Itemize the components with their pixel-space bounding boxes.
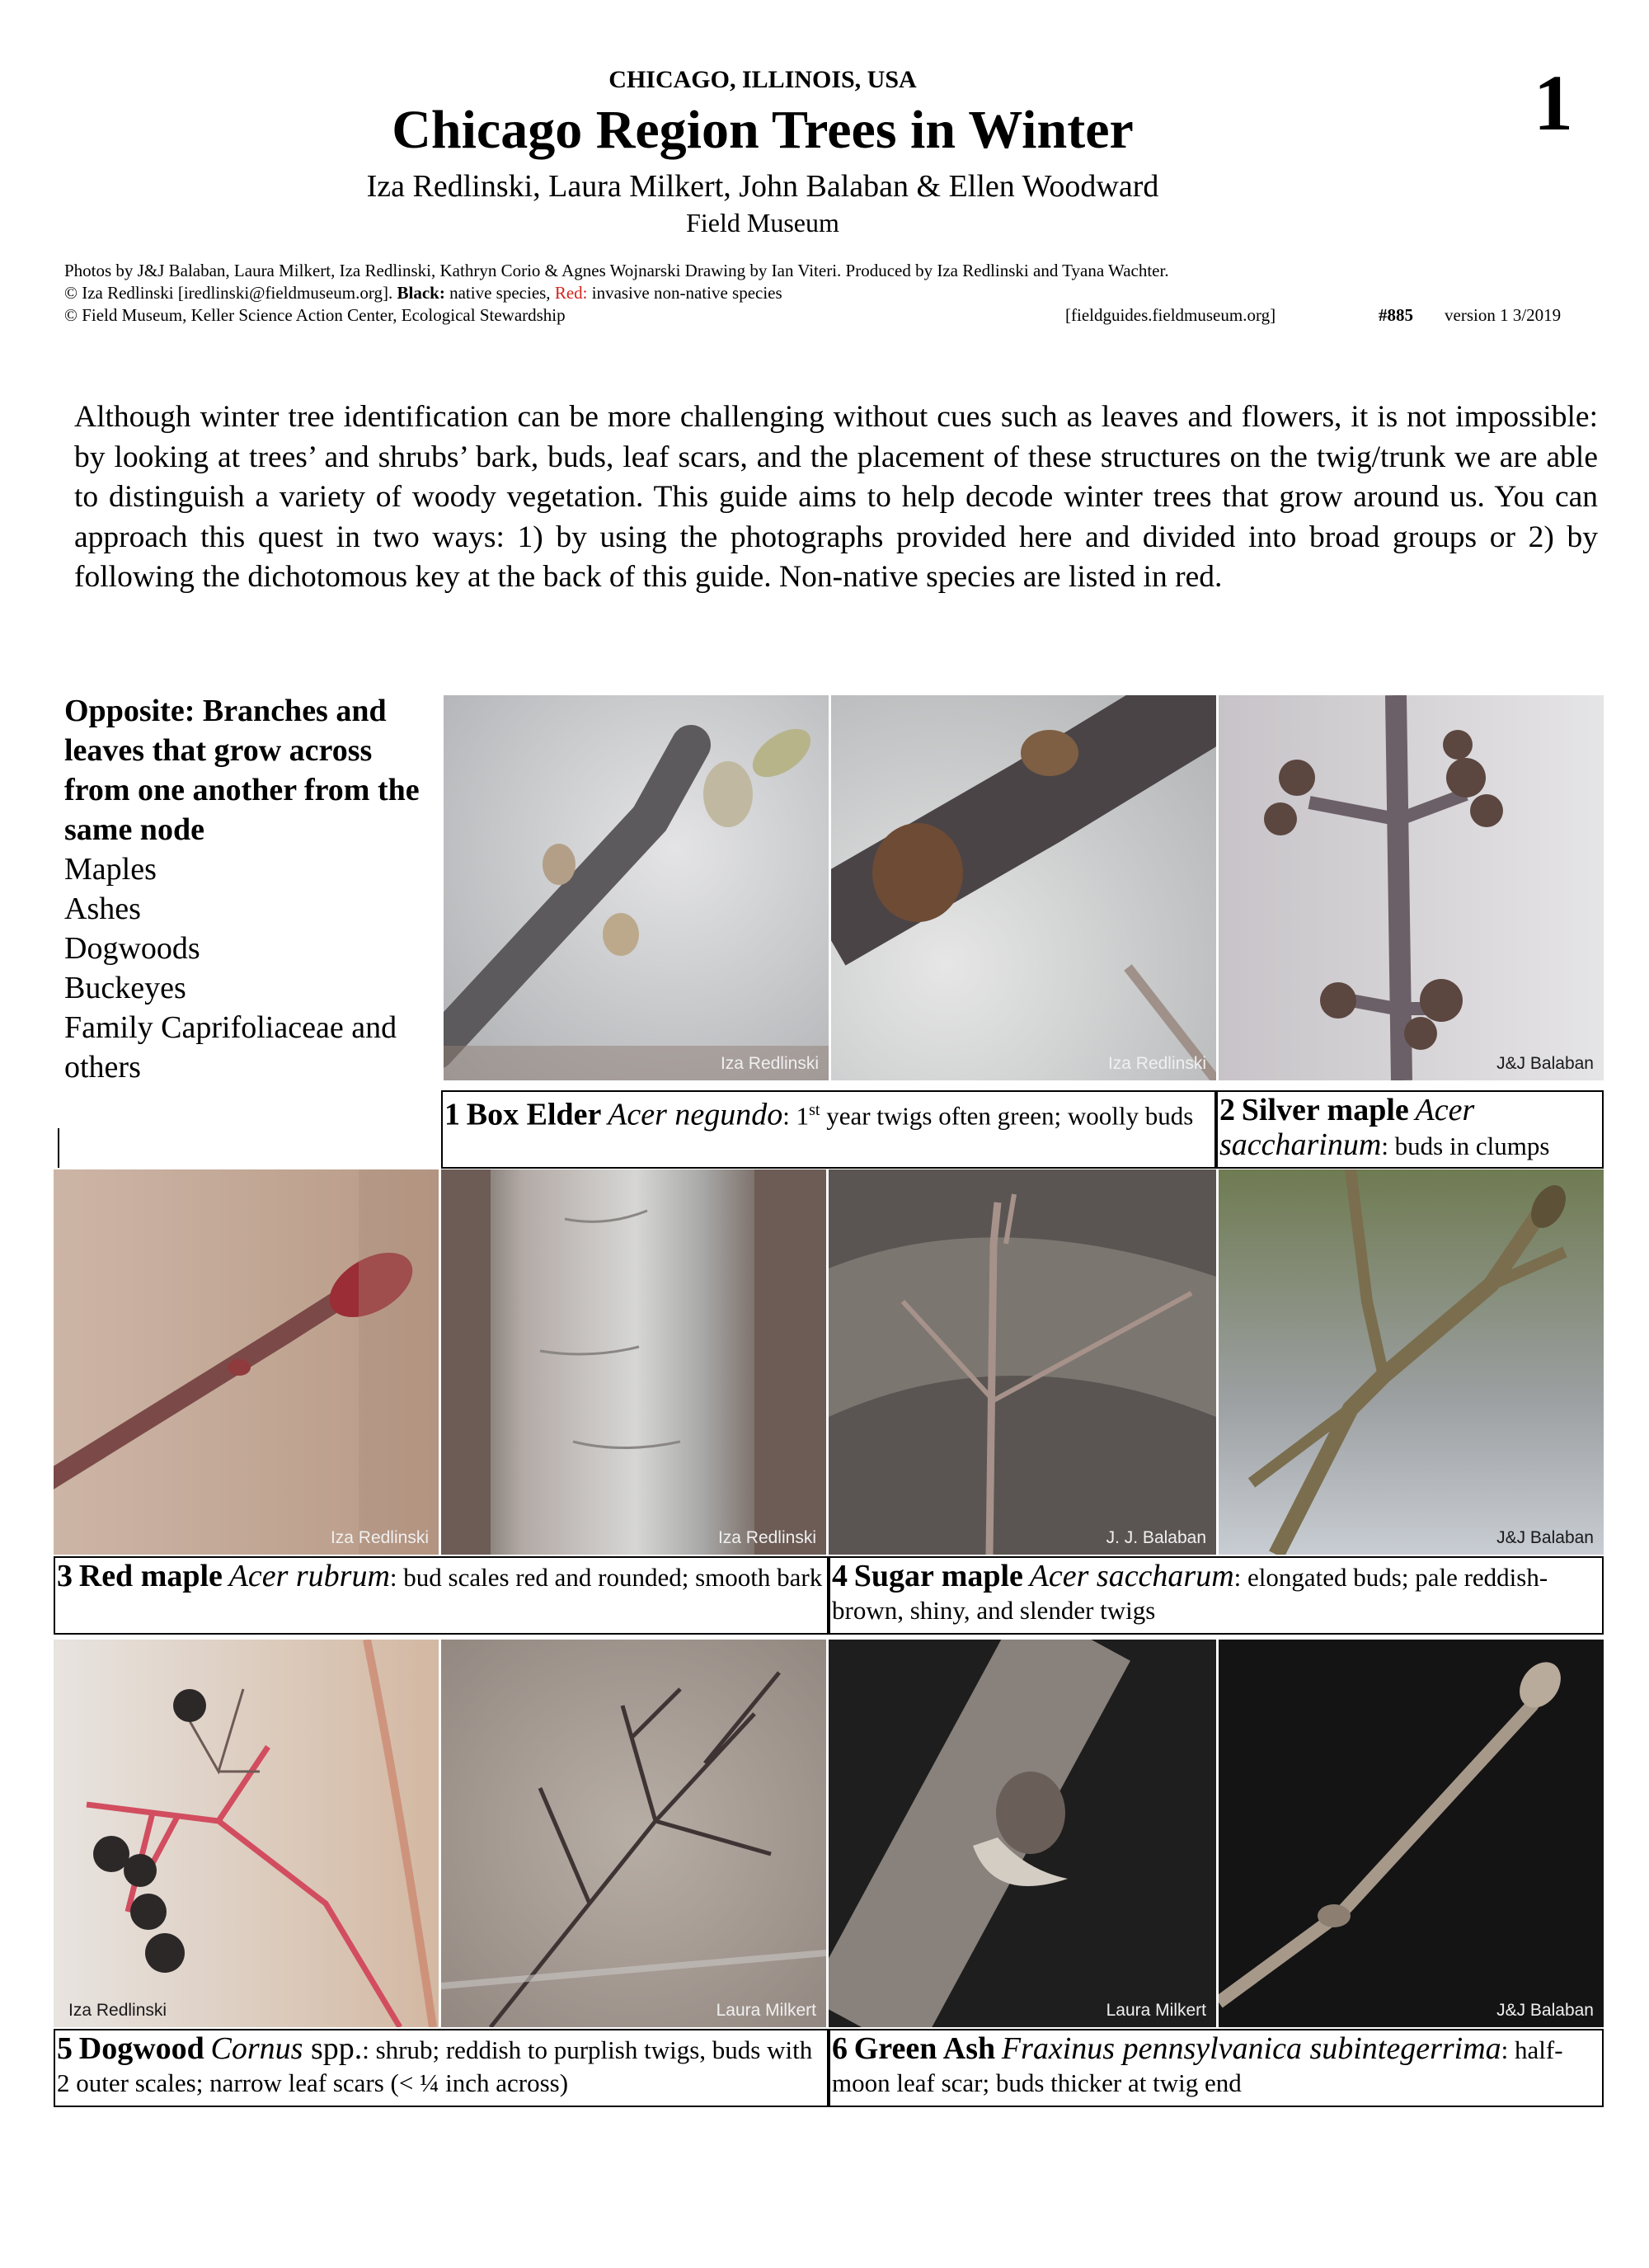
intro-paragraph: Although winter tree identification can be more challenging without cues such as leaves and flowers, it is not impossible: by looking at trees’ and shrubs’ bark, buds, leaf scars, and the placement of these structures on the twig/trunk we are able to distinguish a variety of woody vegetation. This guide aims to help decode winter trees that grow around us. You can approach this quest in two ways: 1) by using the photographs provided here and divided into broad groups or 2) by following the dichotomous key at the back of this guide. Non-native species are listed in red. — [74, 400, 1598, 594]
photo-sugar-maple-twig — [829, 1169, 1216, 1555]
guide-id: #885 — [1379, 305, 1413, 325]
photo-credits-line: Photos by J&J Balaban, Laura Milkert, Iza Redlinski, Kathryn Corio & Agnes Wojnarski Drawing by Ian Viteri. Produced by Iza Redlinski and Tyana Wachter. — [64, 261, 1169, 280]
legend-black-label: Black: — [397, 283, 445, 303]
species-caption-3 — [54, 1556, 829, 1635]
species-number: 1 — [444, 1097, 460, 1132]
species-scientific-name: Fraxinus pennsylvanica subintegerrima — [1001, 2031, 1501, 2066]
group-member: Dogwoods — [64, 931, 200, 966]
photo-credit: J&J Balaban — [1496, 1528, 1594, 1547]
legend-red-label: Red: — [554, 283, 588, 303]
ordinal-suffix: st — [809, 1101, 820, 1119]
photo-dogwood-twigs — [54, 1640, 439, 2027]
species-number: 4 — [832, 1559, 848, 1593]
photo-box-elder-leaf-scar — [831, 695, 1216, 1080]
group-member: Ashes — [64, 892, 141, 926]
species-scientific-name: Acer rubrum — [228, 1559, 390, 1593]
species-number: 6 — [832, 2031, 848, 2066]
photo-credit: J&J Balaban — [1496, 1054, 1594, 1073]
species-description: : 1 — [782, 1101, 810, 1131]
page-number: 1 — [1534, 59, 1573, 147]
species-common-name: Silver maple — [1241, 1093, 1409, 1127]
photo-dogwood-shrub — [441, 1640, 826, 2027]
photo-red-maple-bark — [441, 1169, 826, 1555]
species-common-name: Dogwood — [78, 2031, 204, 2066]
species-caption-4 — [829, 1556, 1604, 1635]
species-description: : elongated buds; pale reddish-brown, shiny, and slender twigs — [832, 1563, 1548, 1625]
species-description: : bud scales red and rounded; smooth bark — [389, 1563, 823, 1592]
location-label: CHICAGO, ILLINOIS, USA — [608, 66, 917, 93]
group-member: Maples — [64, 852, 157, 887]
species-common-name: Sugar maple — [853, 1559, 1023, 1593]
species-common-name: Red maple — [78, 1559, 223, 1593]
photo-credit: Iza Redlinski — [330, 1528, 429, 1547]
photo-credit: Iza Redlinski — [720, 1054, 819, 1073]
photo-credit: Iza Redlinski — [68, 2001, 167, 2020]
group-description — [64, 691, 444, 1087]
species-description: : half-moon leaf scar; buds thicker at twig end — [832, 2035, 1563, 2097]
photo-green-ash-twig — [1219, 1640, 1604, 2027]
site-url: [fieldguides.fieldmuseum.org] — [1065, 305, 1276, 325]
species-description: : buds in clumps — [1381, 1132, 1550, 1160]
photo-credit: Laura Milkert — [1106, 2001, 1206, 2020]
species-description: : shrub; reddish to purplish twigs, buds with 2 outer scales; narrow leaf scars (< ¼ inch across) — [57, 2035, 813, 2097]
group-heading: Opposite: Branches and leaves that grow across from one another from the same node — [64, 694, 420, 847]
photo-credit: Iza Redlinski — [1107, 1054, 1206, 1073]
photo-box-elder-buds — [444, 695, 829, 1080]
photo-credit: Iza Redlinski — [717, 1528, 816, 1547]
photo-silver-maple-buds — [1219, 695, 1604, 1080]
authors: Iza Redlinski, Laura Milkert, John Balaban & Ellen Woodward — [366, 169, 1159, 204]
species-scientific-name: Acer saccharinum — [1219, 1093, 1475, 1162]
photo-green-ash-leaf-scar — [829, 1640, 1216, 2027]
group-member: Buckeyes — [64, 971, 186, 1005]
version-label: version 1 3/2019 — [1445, 305, 1562, 325]
photo-credit: J&J Balaban — [1496, 2001, 1594, 2020]
species-caption-1 — [441, 1090, 1216, 1169]
copyright-legend-line — [64, 282, 782, 304]
species-suffix: spp. — [303, 2031, 363, 2066]
legend-red-text: invasive non-native species — [587, 283, 782, 303]
photo-red-maple-bud — [54, 1169, 439, 1555]
group-member: Family Caprifoliaceae and others — [64, 1010, 397, 1085]
species-caption-5 — [54, 2029, 829, 2107]
species-caption-2 — [1216, 1090, 1604, 1169]
legend-black-text: native species, — [444, 283, 555, 303]
species-common-name: Green Ash — [853, 2031, 996, 2066]
page-title: Chicago Region Trees in Winter — [392, 100, 1134, 160]
species-scientific-name: Acer saccharum — [1029, 1559, 1234, 1593]
species-caption-6 — [829, 2029, 1604, 2107]
species-scientific-name: Acer negundo — [608, 1097, 783, 1132]
institution: Field Museum — [686, 208, 839, 238]
species-number: 5 — [57, 2031, 73, 2066]
copyright-author: © Iza Redlinski [iredlinski@fieldmuseum.org]. — [64, 283, 397, 303]
species-number: 3 — [57, 1559, 73, 1593]
divider-line — [58, 1128, 59, 1168]
copyright-museum-line: © Field Museum, Keller Science Action Center, Ecological Stewardship — [64, 305, 566, 325]
photo-credit: J. J. Balaban — [1106, 1528, 1206, 1547]
photo-sugar-maple-branches — [1219, 1169, 1604, 1555]
photo-credit: Laura Milkert — [716, 2001, 816, 2020]
species-description: year twigs often green; woolly buds — [820, 1101, 1194, 1131]
species-scientific-name: Cornus — [210, 2031, 303, 2066]
species-common-name: Box Elder — [466, 1097, 602, 1132]
species-number: 2 — [1219, 1093, 1235, 1127]
